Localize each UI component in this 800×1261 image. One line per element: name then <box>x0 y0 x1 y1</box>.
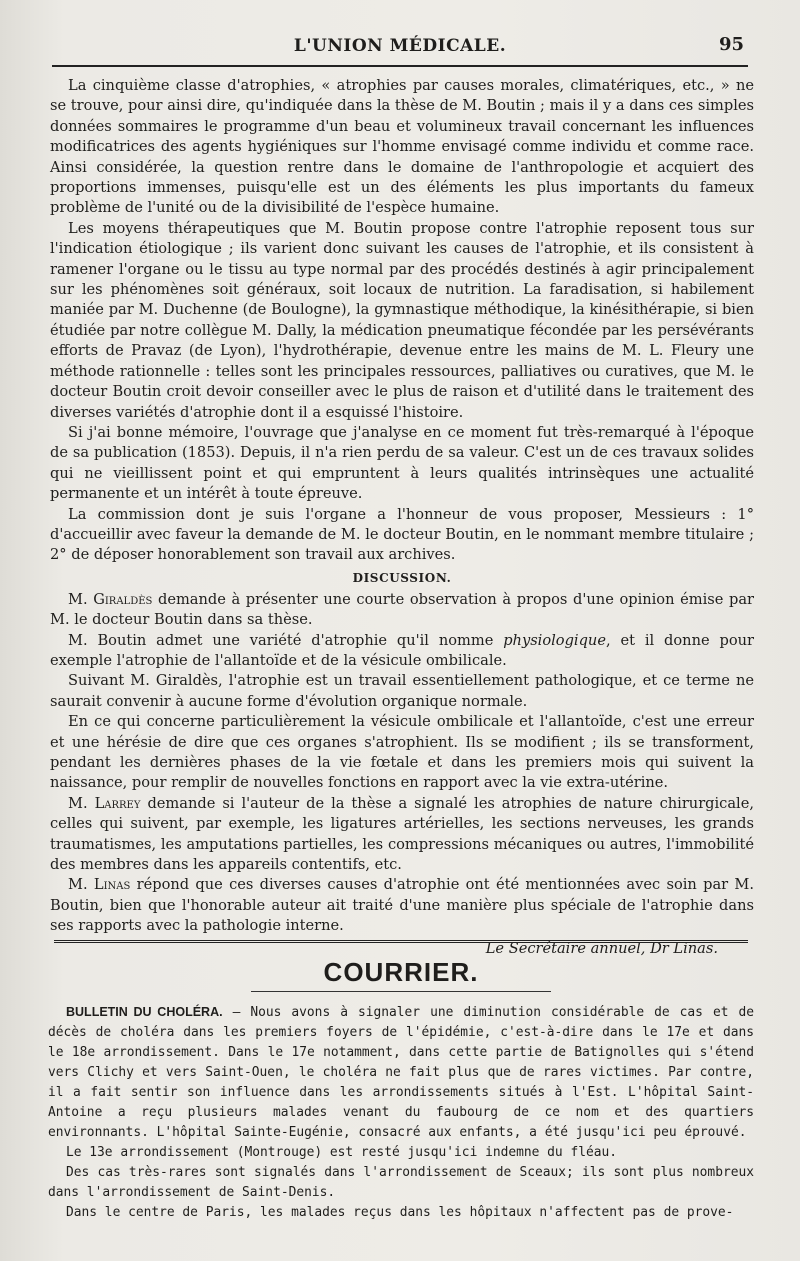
speaker-name: M. Linas <box>68 876 131 894</box>
section-double-rule <box>54 940 748 943</box>
article-paragraph: Les moyens thérapeutiques que M. Boutin propose contre l'atrophie reposent tous sur l'indication étiologique ; ils varient donc suivant les causes de l'atrophie, et ils consistent à ramener l'organe ou le tissu au type normal par des procédés destinés à agir principalement sur les phénomènes soit généraux, soit locaux de nutrition. La faradisation, si habilement maniée par M. Duchenne (de Boulogne), la gymnastique méthodique, la kinésithérapie, si bien étudiée par notre collègue M. Dally, la médication pneumatique fécondée par les persévérants efforts de Pravaz (de Lyon), l'hydrothérapie, devenue entre les mains de M. L. Fleury une méthode rationnelle : telles sont les principales ressources, palliatives ou curatives, que M. le docteur Boutin croit devoir conseiller avec le plus de raison et d'utilité dans le traitement des diverses variétés d'atrophie dont il a esquissé l'histoire. <box>50 219 754 421</box>
discussion-paragraph <box>50 875 754 936</box>
discussion-paragraph <box>50 590 754 631</box>
paragraph-text: répond que ces diverses causes d'atrophie ont été mentionnées avec soin par M. Boutin, bien que l'honorable auteur ait traité d'une manière plus spéciale de l'atrophie dans ses rapports avec la pathologie interne. <box>50 876 755 935</box>
courrier-paragraph: Le 13e arrondissement (Montrouge) est resté jusqu'ici indemne du fléau. <box>66 1145 618 1160</box>
paragraph-text: demande à présenter une courte observation à propos d'une opinion émise par M. le docteur Boutin dans sa thèse. <box>50 590 755 629</box>
page-number: 95 <box>718 34 744 55</box>
courrier-paragraph: Des cas très-rares sont signalés dans l'arrondissement de Sceaux; ils sont plus nombreux dans l'arrondissement de Saint-Denis. <box>48 1165 754 1200</box>
signature: Le Secrétaire annuel, Dr Linas. <box>485 939 718 957</box>
article-paragraph: La commission dont je suis l'organe a l'honneur de vous proposer, Messieurs : 1° d'accueillir avec faveur la demande de M. le docteur Boutin, en le nommant membre titulaire ; 2° de déposer honorablement son travail aux archives. <box>50 505 754 564</box>
courrier-title-rule <box>251 991 551 992</box>
running-title: L'UNION MÉDICALE. <box>293 36 507 56</box>
discussion-paragraph: Suivant M. Giraldès, l'atrophie est un travail essentiellement pathologique, et ce terme ne saurait convenir à aucune forme d'évolution organique normale. <box>50 672 754 710</box>
page-header <box>50 30 750 64</box>
article-body <box>50 76 754 959</box>
paragraph-text: — Nous avons à signaler une diminution considérable de cas et de décès de choléra dans les premiers foyers de l'épidémie, c'est-à-dire dans le 17e et dans le 18e arrondissement. Dans le 17e notamment, dans cette partie de Batignolles qui s'étend vers Clichy et vers Saint-Ouen, le choléra ne fait plus que de rares victimes. Par contre, il a fait sentir son influence dans les arrondissements situés à l'Est. L'hôpital Saint-Antoine a reçu plusieurs malades venant du faubourg de ce nom et des quartiers environnants. L'hôpital Sainte-Eugénie, consacré aux enfants, a été jusqu'ici peu éprouvé. <box>48 1005 754 1140</box>
paragraph-text: M. Boutin admet une variété d'atrophie qu'il nomme <box>68 631 504 649</box>
speaker-name: M. Larrey <box>68 794 141 812</box>
courrier-body <box>48 1002 754 1223</box>
courrier-paragraph: Dans le centre de Paris, les malades reçus dans les hôpitaux n'affectent pas de prove- <box>66 1205 734 1220</box>
discussion-paragraph <box>50 794 754 876</box>
courrier-paragraph <box>48 1002 754 1143</box>
courrier-title: COURRIER. <box>323 957 479 987</box>
discussion-title: DISCUSSION. <box>352 570 452 585</box>
article-paragraph: La cinquième classe d'atrophies, « atrophies par causes morales, climatériques, etc., » ne se trouve, pour ainsi dire, qu'indiquée dans la thèse de M. Boutin ; mais il y a dans ces simples données sommaires le programme d'un beau et volumineux travail concernant les influences modificatrices des agents hygiéniques sur l'homme envisagé comme individu et comme race. Ainsi considérée, la question rentre dans le domaine de l'anthropologie et acquiert des proportions immenses, puisqu'elle est un des éléments les plus importants du fameux problème de l'unité ou de la divisibilité de l'espèce humaine. <box>50 77 754 217</box>
header-rule <box>52 65 748 67</box>
italic-term: physiologique <box>503 631 606 649</box>
discussion-paragraph: En ce qui concerne particulièrement la vésicule ombilicale et l'allantoïde, c'est une erreur et une hérésie de dire que ces organes s'atrophient. Ils se modifient ; ils se transforment, pendant les dernières phases de la vie fœtale et dans les premiers mois qui suivent la naissance, pour remplir de nouvelles fonctions en rapport avec la vie extra-utérine. <box>50 713 754 792</box>
paragraph-text: demande si l'auteur de la thèse a signalé les atrophies de nature chirurgicale, celles qui suivent, par exemple, les ligatures artérielles, les sections nerveuses, les grands traumatismes, les amputations partielles, les compressions mécaniques ou autres, l'immobilité des membres dans les appareils contentifs, etc. <box>50 794 754 874</box>
discussion-paragraph <box>50 631 754 672</box>
bulletin-heading: BULLETIN DU CHOLÉRA. <box>66 1005 223 1019</box>
courrier-section <box>48 940 754 1223</box>
article-paragraph: Si j'ai bonne mémoire, l'ouvrage que j'analyse en ce moment fut très-remarqué à l'époque de sa publication (1853). Depuis, il n'a rien perdu de sa valeur. C'est un de ces travaux solides qui ne vieillissent point et qui empruntent à leurs qualités intrinsèques une actualité permanente et un intérêt à toute épreuve. <box>50 423 754 503</box>
speaker-name: M. Giraldès <box>68 590 153 608</box>
paragraph-text: , et il donne pour exemple l'atrophie de l'allantoïde et de la vésicule ombilicale. <box>50 631 754 669</box>
